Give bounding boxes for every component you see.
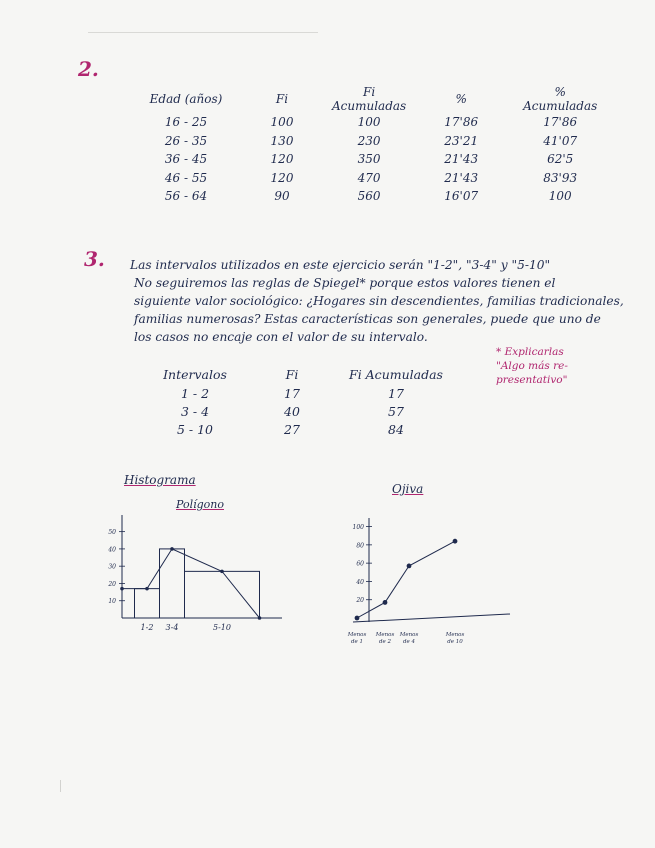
cell: 83'93	[543, 170, 578, 185]
interval-frequency-table	[150, 364, 448, 438]
cell: 120	[270, 152, 294, 167]
page-edge-line	[88, 32, 318, 33]
cell: 3 - 4	[180, 403, 210, 419]
note-line: presentativo"	[496, 374, 568, 386]
cell: 16 - 25	[164, 115, 208, 130]
paragraph-line: Las intervalos utilizados en este ejercicio serán "1-2", "3-4" y "5-10"	[130, 258, 551, 272]
x-tick-label: Menos	[445, 632, 465, 638]
cell: 90	[274, 189, 290, 204]
x-axis	[353, 614, 510, 622]
x-tick-label: 1-2	[140, 623, 154, 632]
cell: 130	[270, 133, 294, 148]
ogive-point	[453, 539, 458, 544]
cell: 560	[357, 189, 381, 204]
header-percent: %	[455, 92, 467, 106]
y-tick-label: 40	[356, 578, 364, 586]
cell: 41'07	[543, 133, 578, 148]
y-tick-label: 10	[108, 598, 116, 606]
x-tick-label: Menos	[399, 632, 419, 638]
ogive-point	[355, 616, 360, 621]
paragraph-line: familias numerosas? Estas características son generales, puede que uno de	[134, 312, 601, 326]
polygon-point	[220, 570, 224, 574]
header-edad: Edad (años)	[149, 92, 223, 106]
note-line: * Explicarlas	[496, 346, 564, 358]
table-row	[150, 402, 448, 420]
paragraph-line: No seguiremos las reglas de Spiegel* porque estos valores tienen el	[134, 276, 556, 290]
x-tick-label: Menos	[347, 632, 367, 638]
ogive-point	[407, 563, 412, 568]
ogive-title: Ojiva	[392, 482, 424, 496]
x-tick-label: de 10	[447, 639, 463, 645]
table-row	[140, 169, 604, 188]
y-tick-label: 80	[356, 542, 364, 550]
margin-note	[496, 345, 568, 387]
page-corner-mark	[60, 780, 61, 792]
cell: 17'86	[444, 115, 479, 130]
cell: 350	[357, 152, 381, 167]
frequency-polygon-line	[122, 549, 260, 618]
x-tick-label: de 4	[402, 639, 416, 645]
cell: 27	[284, 421, 300, 437]
y-tick-label: 20	[356, 597, 364, 605]
paragraph-line: siguiente valor sociológico: ¿Hogares sin descendientes, familias tradicionales,	[134, 294, 624, 308]
table-row	[140, 187, 604, 206]
polygon-title: Polígono	[176, 498, 224, 511]
cell: 1 - 2	[180, 385, 210, 401]
header-fi: Fi	[285, 366, 299, 382]
header-fi: Fi	[275, 92, 289, 106]
y-tick-label: 20	[108, 580, 116, 588]
table-row	[150, 420, 448, 438]
polygon-point	[258, 616, 262, 620]
cell: 120	[270, 170, 294, 185]
table-header-row	[140, 85, 604, 113]
x-tick-label: 3-4	[165, 623, 179, 632]
histogram-bar	[135, 589, 160, 618]
cell: 57	[388, 403, 404, 419]
cell: 230	[357, 133, 381, 148]
x-tick-label: de 1	[350, 639, 364, 645]
paragraph-line: los casos no encaje con el valor de su intervalo.	[134, 330, 428, 344]
header-fi-acumuladas: Fi Acumuladas	[349, 366, 443, 382]
ogive-point	[383, 600, 388, 605]
cell: 17'86	[543, 115, 578, 130]
cell: 56 - 64	[164, 189, 208, 204]
table-row	[140, 113, 604, 132]
section-3-number: 3.	[84, 247, 105, 271]
polygon-point	[120, 587, 124, 591]
cell: 40	[284, 403, 300, 419]
x-tick-label: de 2	[378, 639, 392, 645]
cell: 62'5	[547, 152, 574, 167]
header-fi-acumuladas: Fi Acumuladas	[332, 85, 407, 113]
histogram-bar	[185, 571, 260, 618]
section-2-number: 2.	[78, 57, 99, 81]
cell: 21'43	[444, 152, 479, 167]
table-row	[140, 132, 604, 151]
polygon-point	[170, 547, 174, 551]
table-row	[150, 384, 448, 402]
cell: 36 - 45	[164, 152, 208, 167]
note-line: "Algo más re-	[496, 360, 568, 372]
table-row	[140, 150, 604, 169]
histogram-title: Histograma	[124, 473, 196, 487]
cell: 17	[388, 385, 404, 401]
cell: 100	[548, 189, 572, 204]
y-tick-label: 100	[352, 524, 364, 532]
section-3-paragraph	[130, 256, 624, 346]
histogram-chart	[100, 510, 290, 635]
cell: 470	[357, 170, 381, 185]
header-intervalos: Intervalos	[163, 366, 227, 382]
cell: 46 - 55	[164, 170, 208, 185]
x-tick-label: 5-10	[213, 623, 231, 632]
cell: 100	[357, 115, 381, 130]
y-tick-label: 50	[108, 529, 116, 537]
header-percent-acumuladas: % Acumuladas	[523, 85, 598, 113]
ogive-line	[357, 541, 455, 618]
cell: 16'07	[444, 189, 479, 204]
cell: 5 - 10	[176, 421, 214, 437]
cell: 100	[270, 115, 294, 130]
y-tick-label: 60	[356, 560, 364, 568]
cell: 17	[284, 385, 300, 401]
y-tick-label: 30	[108, 563, 116, 571]
cell: 84	[388, 421, 404, 437]
polygon-point	[145, 587, 149, 591]
cell: 21'43	[444, 170, 479, 185]
ogive-chart	[345, 512, 520, 652]
cell: 23'21	[444, 133, 479, 148]
x-tick-label: Menos	[375, 632, 395, 638]
age-frequency-table	[140, 85, 604, 206]
histogram-bar	[160, 549, 185, 618]
y-tick-label: 40	[108, 546, 116, 554]
table-header-row	[150, 364, 448, 384]
cell: 26 - 35	[164, 133, 208, 148]
